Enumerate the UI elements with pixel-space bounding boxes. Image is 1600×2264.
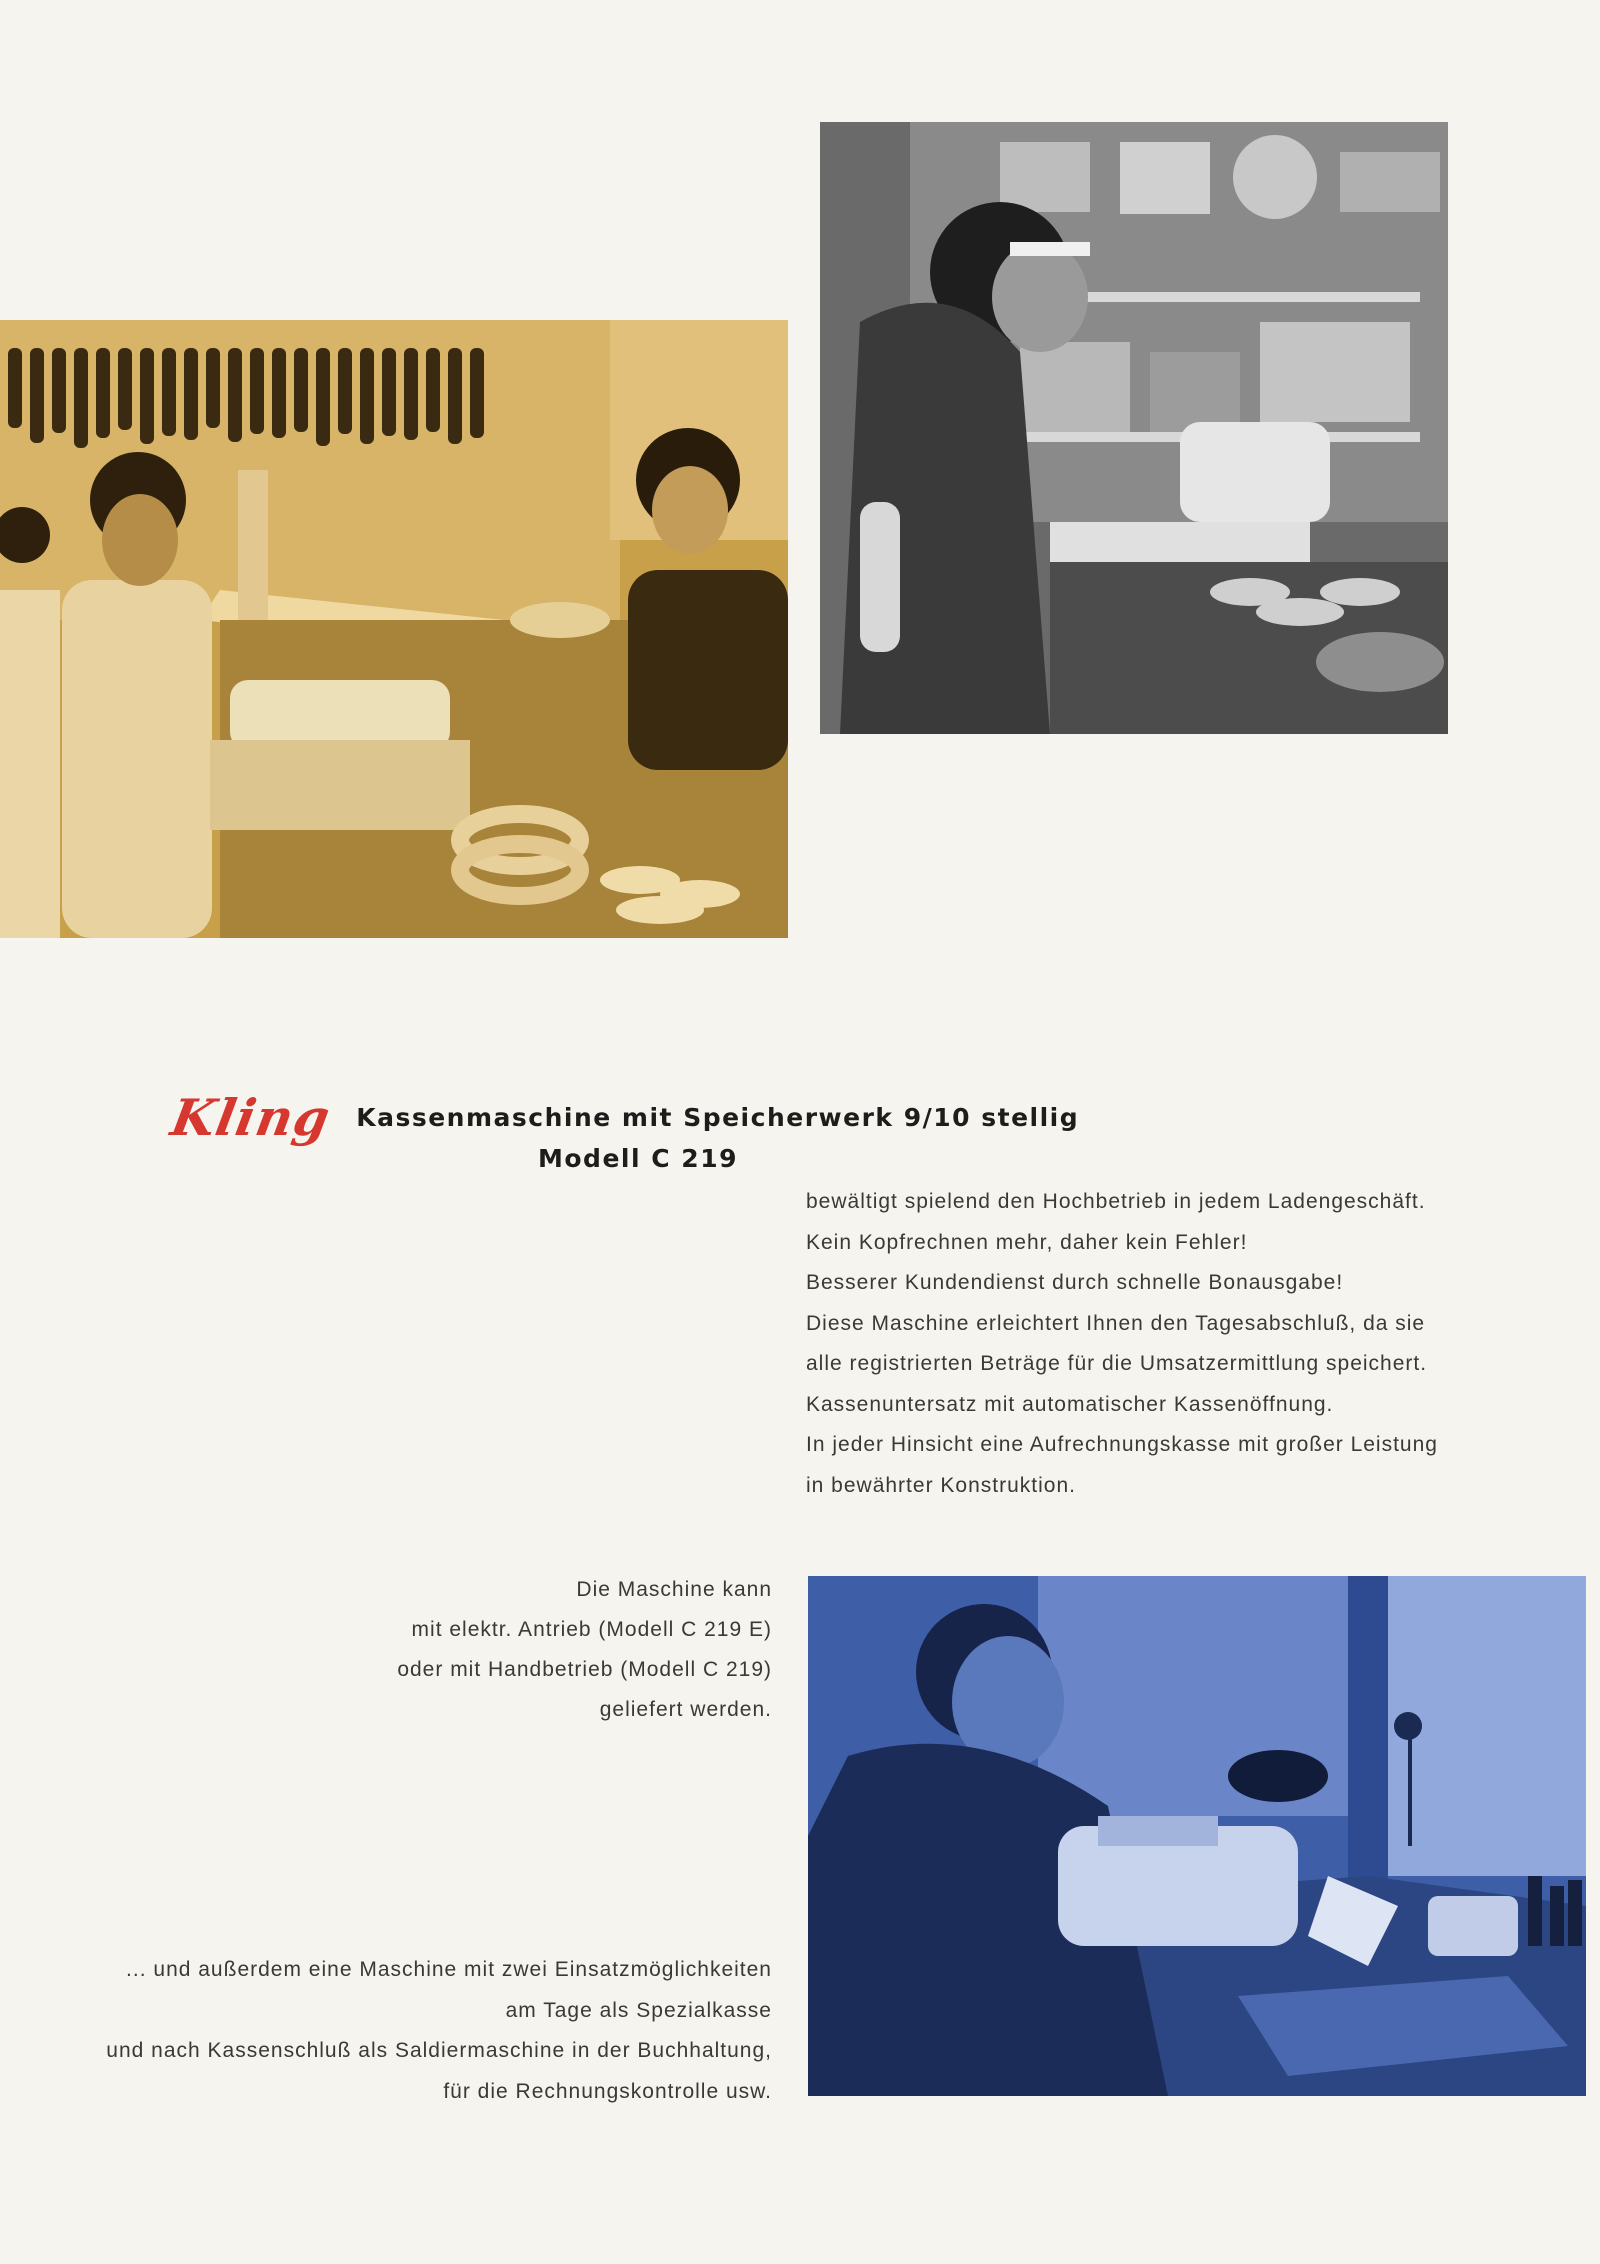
note-line: oder mit Handbetrieb (Modell C 219) bbox=[397, 1658, 772, 1681]
model-name: Modell C 219 bbox=[538, 1144, 738, 1173]
note-line: für die Rechnungskontrolle usw. bbox=[443, 2079, 772, 2103]
note-line: mit elektr. Antrieb (Modell C 219 E) bbox=[411, 1618, 772, 1641]
product-title: Kassenmaschine mit Speicherwerk 9/10 stellig bbox=[356, 1103, 1080, 1132]
note-line: geliefert werden. bbox=[599, 1698, 772, 1721]
description-line: in bewährter Konstruktion. bbox=[806, 1473, 1076, 1497]
description-line: Diese Maschine erleichtert Ihnen den Tagesabschluß, da sie bbox=[806, 1311, 1426, 1335]
drive-options-note bbox=[300, 1570, 772, 1730]
note-line: und nach Kassenschluß als Saldiermaschine in der Buchhaltung, bbox=[106, 2039, 772, 2062]
photo-butcher-shop bbox=[0, 320, 788, 938]
description-line: In jeder Hinsicht eine Aufrechnungskasse mit großer Leistung bbox=[806, 1433, 1438, 1456]
photo-office-bookkeeping bbox=[808, 1576, 1586, 2096]
dual-use-note bbox=[40, 1950, 772, 2112]
photo-office-bookkeeping-drawing bbox=[808, 1576, 1586, 2096]
kling-logo: Kling bbox=[166, 1088, 335, 1147]
photo-confectionery-shop bbox=[820, 122, 1448, 734]
note-line: ... und außerdem eine Maschine mit zwei Einsatzmöglichkeiten bbox=[126, 1958, 772, 1981]
photo-butcher-shop-drawing bbox=[0, 320, 788, 938]
description-line: alle registrierten Beträge für die Umsatzermittlung speichert. bbox=[806, 1352, 1428, 1375]
note-line: am Tage als Spezialkasse bbox=[505, 1998, 772, 2022]
product-description bbox=[806, 1182, 1506, 1506]
description-line: Kassenuntersatz mit automatischer Kassenöffnung. bbox=[806, 1392, 1334, 1416]
headline bbox=[166, 1088, 1372, 1147]
description-line: Besserer Kundendienst durch schnelle Bonausgabe! bbox=[806, 1271, 1344, 1294]
description-line: bewältigt spielend den Hochbetrieb in jedem Ladengeschäft. bbox=[806, 1190, 1426, 1213]
note-line: Die Maschine kann bbox=[576, 1578, 772, 1601]
description-line: Kein Kopfrechnen mehr, daher kein Fehler! bbox=[806, 1230, 1248, 1254]
photo-confectionery-shop-drawing bbox=[820, 122, 1448, 734]
